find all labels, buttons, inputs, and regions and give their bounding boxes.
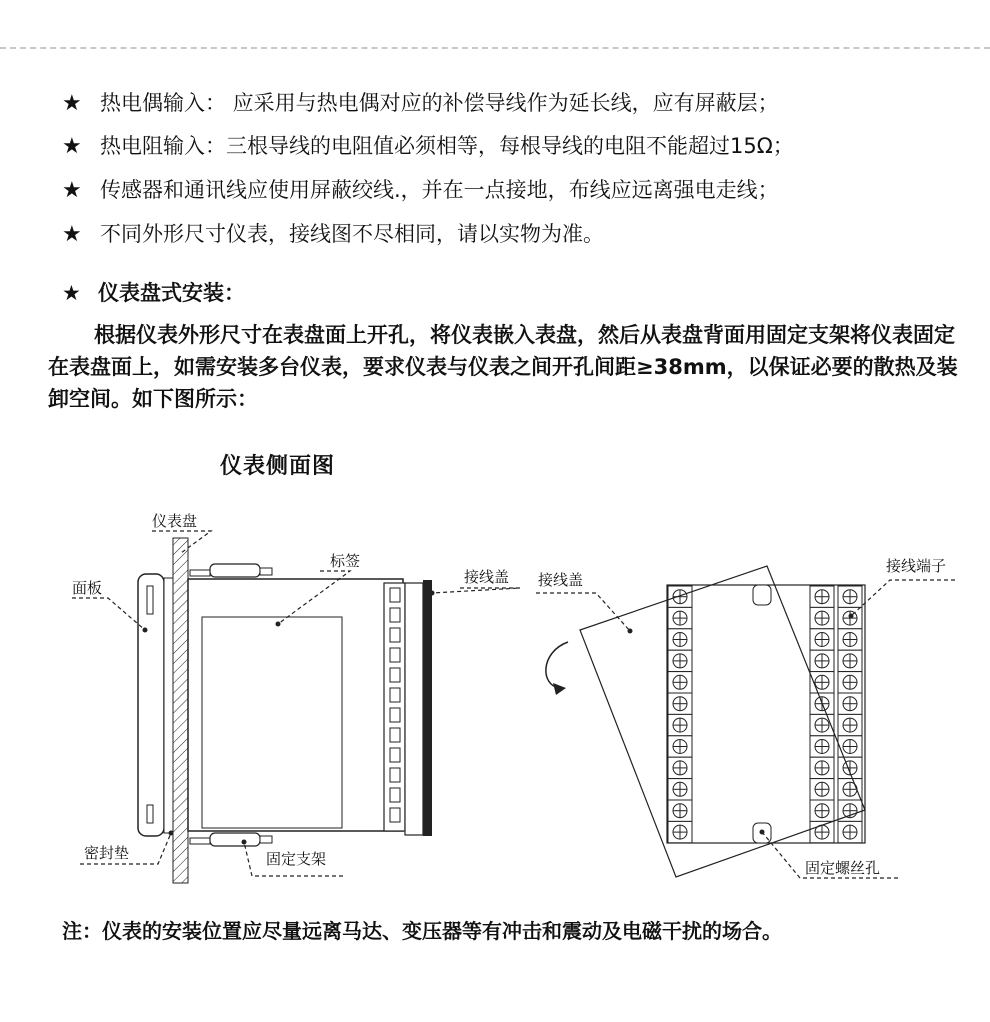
rotate-arrowhead-icon bbox=[553, 683, 566, 695]
face-panel bbox=[138, 574, 164, 836]
note-text: 传感器和通讯线应使用屏蔽绞线.，并在一点接地，布线应远离强电走线； bbox=[100, 178, 779, 202]
note-rtd bbox=[62, 132, 794, 161]
label-gasket: 密封垫 bbox=[84, 844, 130, 862]
section-title bbox=[62, 277, 245, 307]
top-screw-hole bbox=[753, 585, 771, 605]
installation-paragraph: 根据仪表外形尺寸在表盘面上开孔，将仪表嵌入表盘，然后从表盘背面用固定支架将仪表固定在表盘面上，如需安装多台仪表，要求仪表与仪表之间开孔间距≥38mm，以保证必要的散热及装卸空间。如下图所示： bbox=[48, 323, 958, 411]
fixing-bracket-bottom bbox=[210, 833, 260, 846]
label-panel-board: 仪表盘 bbox=[152, 512, 198, 530]
star-icon: ★ bbox=[62, 134, 82, 159]
star-icon: ★ bbox=[62, 222, 82, 247]
star-icon: ★ bbox=[62, 281, 81, 305]
bracket-nut-bottom bbox=[260, 836, 272, 843]
bracket-screw-bottom bbox=[190, 838, 210, 844]
gasket-point bbox=[169, 831, 174, 836]
terminal-cover-side bbox=[423, 580, 432, 836]
bracket-nut-top bbox=[260, 568, 272, 575]
label-fixing-screw-hole: 固定螺丝孔 bbox=[805, 859, 881, 877]
diagram-caption: 仪表侧面图 bbox=[220, 453, 336, 479]
note-text: 热电阻输入：三根导线的电阻值必须相等，每根导线的电阻不能超过15Ω； bbox=[100, 134, 794, 158]
panel-board bbox=[173, 538, 188, 883]
terminal-screws-strip bbox=[405, 583, 423, 835]
label-terminal-cover-back: 接线盖 bbox=[538, 571, 584, 589]
label-terminal-cover-side: 接线盖 bbox=[464, 568, 510, 586]
note-text: 热电偶输入： 应采用与热电偶对应的补偿导线作为延长线，应有屏蔽层； bbox=[100, 91, 779, 115]
rotate-arrow-icon bbox=[546, 642, 568, 688]
bracket-screw-top bbox=[190, 570, 210, 576]
fixing-bracket-top bbox=[210, 564, 260, 577]
label-face-panel: 面板 bbox=[72, 579, 103, 597]
dashed-divider bbox=[0, 47, 990, 49]
installation-diagram bbox=[0, 500, 990, 900]
bracket-point bbox=[242, 840, 247, 845]
label-terminals: 接线端子 bbox=[886, 557, 947, 575]
gasket bbox=[164, 578, 173, 833]
note-thermocouple bbox=[62, 89, 779, 118]
instrument-back bbox=[667, 585, 865, 843]
label-tag: 标签 bbox=[330, 552, 361, 570]
star-icon: ★ bbox=[62, 178, 82, 203]
installation-footnote: 注：仪表的安装位置应尽量远离马达、变压器等有冲击和震动及电磁干扰的场合。 bbox=[62, 919, 782, 943]
note-shielded-cable bbox=[62, 176, 779, 205]
note-text: 不同外形尺寸仪表，接线图不尽相同，请以实物为准。 bbox=[100, 222, 604, 246]
note-wiring-differs bbox=[62, 220, 604, 249]
section-title-text: 仪表盘式安装： bbox=[98, 281, 245, 305]
star-icon: ★ bbox=[62, 91, 82, 116]
label-fixing-bracket: 固定支架 bbox=[266, 850, 327, 868]
